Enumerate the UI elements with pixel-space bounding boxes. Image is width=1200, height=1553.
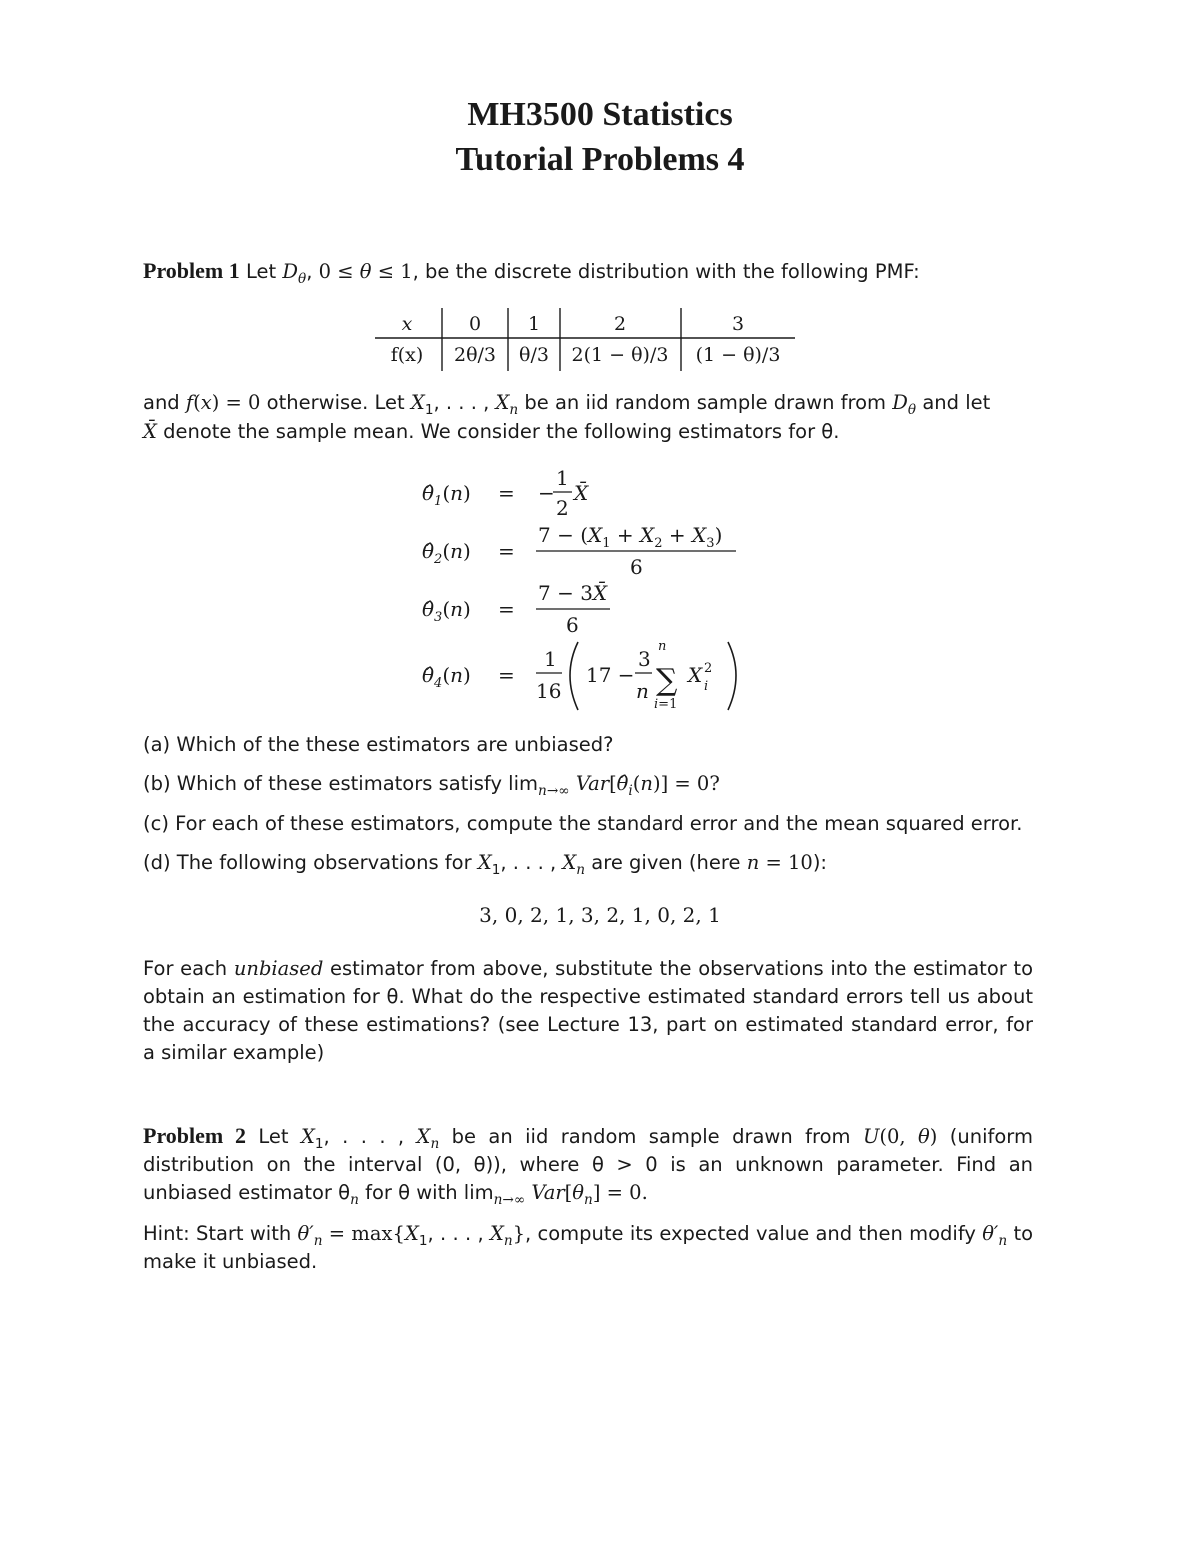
table-header-1: 1	[527, 313, 541, 335]
svg-text:2: 2	[704, 661, 713, 676]
svg-text:i=1: i=1	[654, 697, 678, 712]
problem1-intro: Problem 1 Let $D_\theta$, 0 ≤ θ ≤ 1, be the discrete distribution with the following PMF:	[143, 258, 920, 287]
theta4-label: $\thetâ_4(n)$	[422, 663, 471, 691]
svg-text:7 − (X1 + X2 + X3): $7 - (X_1 + X_2 + X_3)$	[538, 523, 723, 551]
table-header-0: 0	[468, 313, 482, 335]
table-cell-2: 2(1 − θ)/3	[571, 344, 669, 366]
table-cell-0: 2θ/3	[453, 344, 497, 366]
svg-text:∑: ∑	[656, 663, 678, 698]
problem1-after-table-line1: and f(x) = 0 otherwise. Let $X_1$, . . . , $X_n$ be an iid random sample drawn from $D_\theta$ and let	[143, 391, 991, 418]
svg-text:17 −: 17 −	[586, 663, 635, 687]
svg-text:=: =	[498, 597, 515, 621]
problem1-after-table-line2: X̄ denote the sample mean. We consider the following estimators for θ.	[143, 420, 840, 443]
table-cell-3: (1 − θ)/3	[695, 344, 781, 366]
svg-text:=: =	[498, 663, 515, 687]
problem2-hint: Hint: Start with $\theta'_n = \max\{X_1$, . . . , $X_n$}, compute its expected value and then modify $\theta'_n$ to make it unbiased.	[143, 1222, 1034, 1273]
question-b: (b) Which of these estimators satisfy $\lim_{n\to\infty}$ $Var[\thetâ_i(n)] = 0$?	[143, 772, 720, 799]
question-d: (d) The following observations for $X_1$, . . . , $X_n$ are given (here n = 10):	[143, 851, 827, 878]
svg-text:16: 16	[536, 679, 562, 703]
problem2-text: Problem 2 Let $X_1$, . . . , $X_n$ be an iid random sample drawn from U(0, θ) (uniform distribution on the interval (0, θ)), where θ > 0 is an unknown parameter. Find an unbiased estimator $\theta_n$ for θ with $\lim_{n\to\infty} Var[\theta_n] = 0$.	[143, 1123, 1033, 1208]
svg-text:1: 1	[544, 647, 557, 671]
svg-text:=: =	[498, 481, 515, 505]
problem2-label: Problem 2	[143, 1123, 246, 1148]
svg-text:−: −	[538, 481, 555, 505]
question-c: (c) For each of these estimators, compute the standard error and the mean squared error.	[143, 812, 1023, 835]
svg-text:n: n	[658, 639, 667, 654]
svg-text:X: X	[688, 663, 703, 687]
table-row-fx: f(x)	[390, 344, 424, 366]
svg-text:1: 1	[556, 466, 569, 490]
problem1-closing: For each unbiased estimator from above, substitute the observations into the estimator to obtain an estimation for θ. What do the respective estimated standard errors tell us about the accuracy of these estimations? (see Lecture 13, part on estimated standard error, for a similar example)	[143, 957, 1034, 1064]
svg-text:2: 2	[556, 496, 569, 520]
table-cell-1: θ/3	[519, 344, 549, 366]
svg-text:i: i	[704, 679, 709, 694]
svg-text:3: 3	[638, 647, 651, 671]
table-header-x: x	[401, 313, 413, 335]
pmf-table	[370, 305, 800, 375]
svg-text:6: 6	[630, 555, 643, 579]
svg-text:6: 6	[566, 613, 579, 637]
page-title: MH3500 Statistics	[467, 96, 733, 133]
theta3-label: $\thetâ_3(n)$	[422, 597, 471, 625]
svg-text:7 − 3X̄: 7 − 3X̄	[538, 581, 608, 605]
theta2-label: $\thetâ_2(n)$	[422, 539, 471, 567]
theta1-label: $\thetâ_1(n)$	[422, 481, 471, 509]
problem1-label: Problem 1	[143, 258, 240, 283]
question-a: (a) Which of the these estimators are unbiased?	[143, 733, 614, 756]
page-subtitle: Tutorial Problems 4	[455, 141, 745, 178]
svg-text:n: n	[636, 679, 649, 703]
observations-list: 3, 0, 2, 1, 3, 2, 1, 0, 2, 1	[479, 903, 721, 927]
table-header-3: 3	[731, 313, 745, 335]
table-header-2: 2	[613, 313, 627, 335]
svg-text:=: =	[498, 539, 515, 563]
estimator-equations	[410, 460, 760, 720]
svg-text:X̄: X̄	[574, 481, 589, 505]
